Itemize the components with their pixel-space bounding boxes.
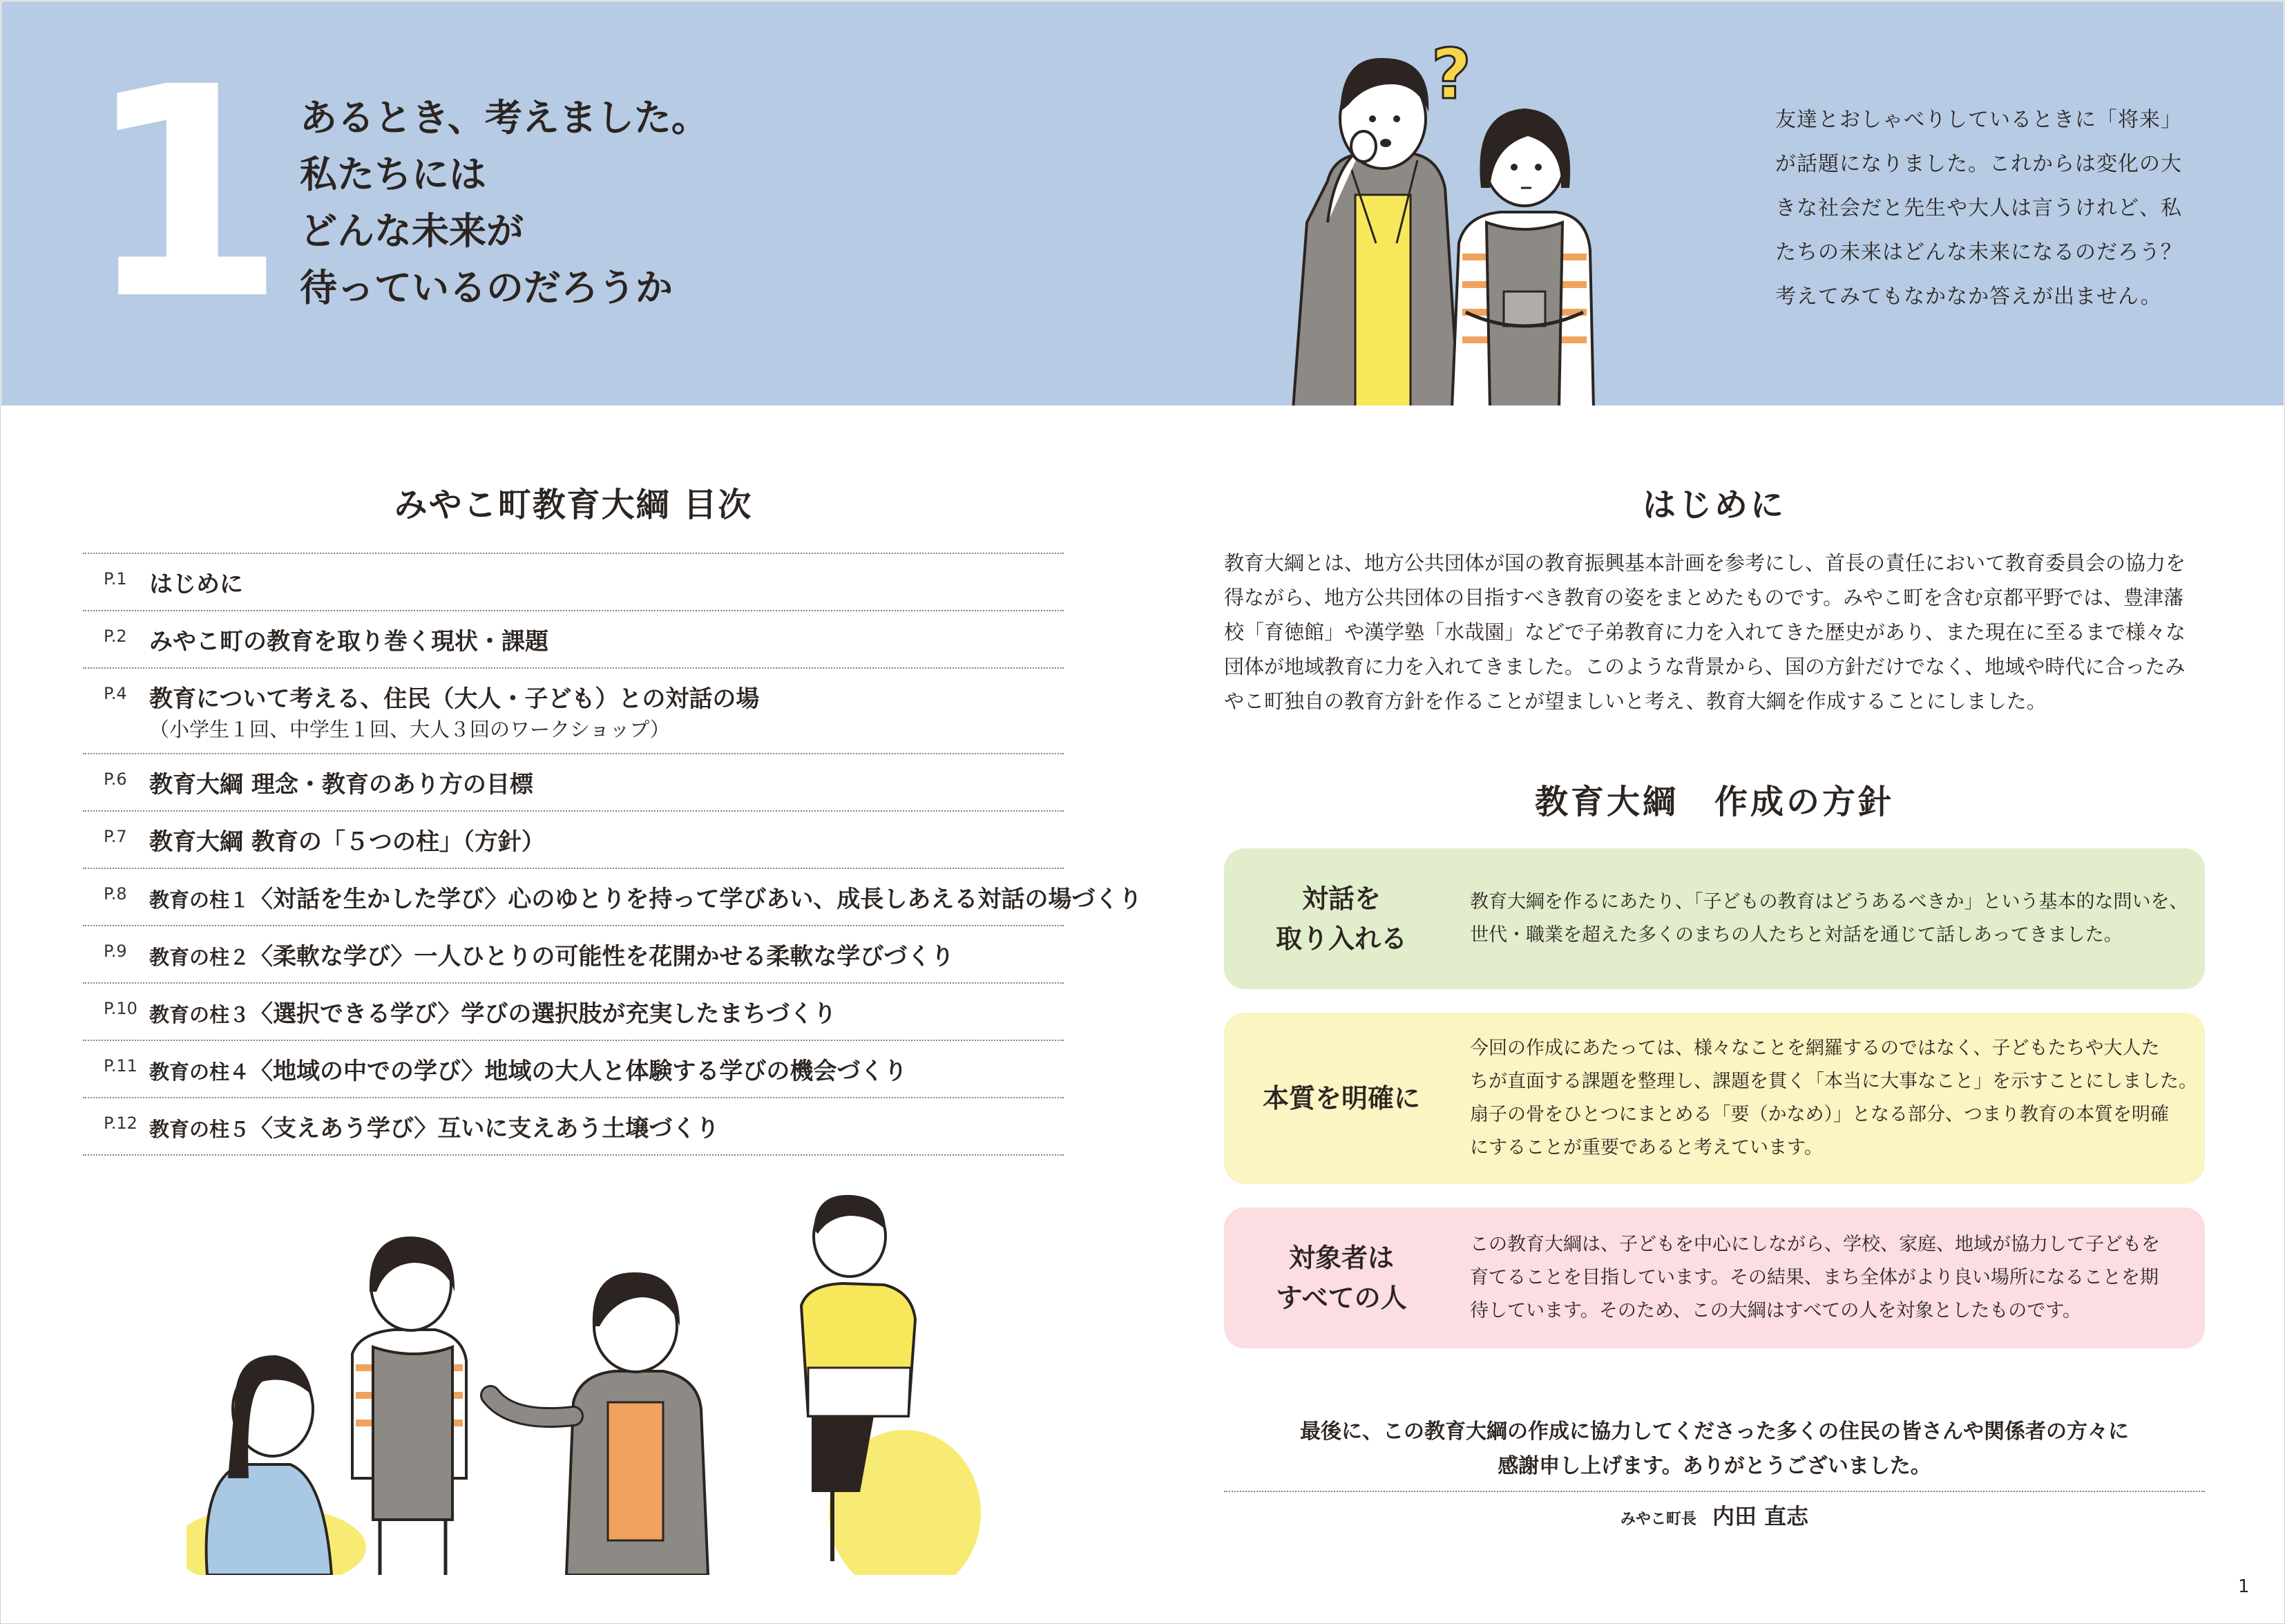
policy-card-label-line: 取り入れる: [1275, 924, 1407, 954]
header-description: [1775, 98, 2217, 319]
toc-item[interactable]: [83, 754, 1064, 812]
intro-title: はじめに: [1642, 486, 1786, 524]
policy-card-description: [1470, 1228, 2188, 1328]
policy-card-label-line: 対象者は: [1288, 1243, 1394, 1273]
intro-line: 校「育徳館」や漢学塾「水哉園」などで子弟教育に力を入れてきた歴史があり、また現在に至るまで様々な: [1224, 620, 2186, 644]
closing-divider: [1224, 1491, 2205, 1492]
toc-title: みやこ町教育大綱 目次: [394, 486, 753, 524]
toc-item-text: [149, 880, 1142, 914]
overalls-girl-figure: [352, 1236, 466, 1575]
toc-pillar-label: 教育の柱３: [149, 1003, 250, 1026]
closing-message: [1224, 1415, 2205, 1484]
intro-body: [1224, 546, 2212, 718]
girl-figure: [1452, 108, 1594, 405]
policy-card-label-line: 本質を明確に: [1262, 1083, 1420, 1114]
header-description-line: たちの未来はどんな未来になるのだろう？: [1775, 240, 2182, 265]
header-title-line: あるとき、考えました。: [300, 96, 709, 140]
toc-page-number: P.8: [104, 884, 127, 904]
closing-line: 最後に、この教育大綱の作成に協力してくださった多くの住民の皆さんや関係者の方々に: [1300, 1420, 2129, 1444]
header-title-line: 私たちには: [300, 153, 486, 196]
intro-line: 得ながら、地方公共団体の目指すべき教育の姿をまとめたものです。みやこ町を含む京都平野では、豊津藩: [1224, 586, 2184, 609]
toc-pillar-title: 〈柔軟な学び〉一人ひとりの可能性を花開かせる柔軟な学びづくり: [249, 943, 955, 971]
toc-item-text: はじめに: [149, 571, 243, 598]
toc-page-number: P.1: [104, 569, 127, 589]
page-number: 1: [2238, 1576, 2250, 1597]
toc-pillar-label: 教育の柱４: [149, 1060, 250, 1084]
toc-pillar-label: 教育の柱１: [149, 888, 250, 912]
policy-card-description-line: 世代・職業を超えた多くのまちの人たちと対話を通じて話しあってきました。: [1470, 924, 2123, 946]
toc-item[interactable]: [83, 869, 1142, 926]
toc-page-number: P.4: [104, 684, 127, 703]
toc-pillar-label: 教育の柱２: [149, 946, 250, 969]
policy-card-description: [1470, 1032, 2197, 1165]
policy-card-label: [1238, 1078, 1445, 1118]
policy-card-label: [1238, 1238, 1445, 1318]
policy-title: 教育大綱 作成の方針: [1534, 783, 1894, 821]
policy-card-label-line: すべての人: [1276, 1283, 1407, 1313]
header-title: [300, 90, 728, 316]
toc-page-number: P.7: [104, 827, 127, 846]
signature: [1224, 1499, 2205, 1531]
policy-card-label: [1238, 879, 1445, 959]
toc-page-number: P.2: [104, 627, 127, 646]
toc-item-text: [149, 1052, 907, 1086]
question-mark-icon: ?: [1431, 34, 1472, 115]
toc-item[interactable]: [83, 611, 1064, 669]
header-title-line: 待っているのだろうか: [300, 266, 673, 309]
toc-pillar-label: 教育の柱５: [149, 1118, 250, 1141]
toc-item-text: 教育について考える、住民（大人・子ども）との対話の場: [149, 685, 760, 713]
chapter-number: 1: [84, 26, 287, 363]
toc-pillar-title: 〈支えあう学び〉互いに支えあう土壌づくり: [249, 1115, 720, 1143]
toc-item[interactable]: [83, 669, 1064, 754]
toc-page-number: P.10: [104, 999, 137, 1018]
toc-item[interactable]: [83, 984, 1064, 1041]
toc-item-subtext: （小学生１回、中学生１回、大人３回のワークショップ）: [149, 718, 670, 741]
policy-card-description-line: 教育大綱を作るにあたり、「子どもの教育はどうあるべきか」という基本的な問いを、: [1470, 891, 2188, 913]
thinking-children-illustration: [1231, 15, 1645, 405]
header-description-line: きな社会だと先生や大人は言うけれど、私: [1775, 196, 2182, 220]
header-description-line: 考えてみてもなかなか答えが出ません。: [1775, 285, 2162, 309]
policy-card-essence: [1224, 1013, 2205, 1184]
toc-item[interactable]: [83, 926, 1064, 984]
toc-page-number: P.11: [104, 1056, 137, 1076]
toc-item-text: 教育大綱 教育の「５つの柱」（方針）: [149, 828, 545, 856]
signature-name: 内田 直志: [1712, 1503, 1809, 1529]
policy-card-description-line: 扇子の骨をひとつにまとめる「要（かなめ）」となる部分、つまり教育の本質を明確: [1470, 1104, 2169, 1125]
policy-card-description-line: 待しています。そのため、この大綱はすべての人を対象としたものです。: [1470, 1300, 2082, 1321]
header-band: [1, 1, 2284, 405]
closing-line: 感謝申し上げます。ありがとうございました。: [1498, 1454, 1931, 1478]
header-title-line: どんな未来が: [300, 209, 524, 253]
header-description-line: が話題になりました。これからは変化の大: [1775, 152, 2182, 176]
policy-card-description-line: にすることが重要であると考えています。: [1470, 1137, 1823, 1158]
toc-list: [83, 553, 1142, 1156]
toc-item[interactable]: [83, 812, 1064, 869]
toc-item[interactable]: [83, 1041, 1064, 1098]
policy-card-description-line: 今回の作成にあたっては、様々なことを網羅するのではなく、子どもたちや大人た: [1470, 1038, 2160, 1059]
policy-card-dialogue: [1224, 848, 2205, 989]
toc-item-text: みやこ町の教育を取り巻く現状・課題: [149, 628, 548, 656]
header-description-line: 友達とおしゃべりしているときに「将来」: [1775, 108, 2182, 132]
policy-card-description-line: この教育大綱は、子どもを中心にしながら、学校、家庭、地域が協力して子どもを: [1470, 1234, 2160, 1255]
intro-line: やこ町独自の教育方針を作ることが望ましいと考え、教育大綱を作成することにしました。: [1224, 689, 2047, 713]
policy-card-description: [1470, 886, 2188, 952]
toc-item-text: [149, 1109, 719, 1143]
toc-item-text: 教育大綱 理念・教育のあり方の目標: [149, 771, 533, 799]
toc-page-number: P.6: [104, 770, 127, 789]
toc-item[interactable]: [83, 554, 1064, 611]
intro-line: 教育大綱とは、地方公共団体が国の教育振興基本計画を参考にし、首長の責任において教育委員会の協力を: [1224, 551, 2186, 575]
toc-item-text: [149, 995, 836, 1029]
toc-pillar-title: 〈対話を生かした学び〉心のゆとりを持って学びあい、成長しあえる対話の場づくり: [249, 886, 1142, 913]
intro-line: 団体が地域教育に力を入れてきました。このような背景から、国の方針だけでなく、地域や時代に合ったみ: [1224, 655, 2186, 678]
toc-page-number: P.12: [104, 1114, 137, 1133]
signature-role: みやこ町長: [1620, 1511, 1696, 1528]
toc-item-text: [149, 937, 954, 971]
sitting-girl-figure: [207, 1355, 332, 1575]
children-talking-illustration: [187, 1188, 1071, 1575]
policy-card-everyone: [1224, 1207, 2205, 1348]
toc-item[interactable]: [83, 1098, 1064, 1156]
policy-card-label-line: 対話を: [1301, 883, 1381, 914]
toc-pillar-title: 〈選択できる学び〉学びの選択肢が充実したまちづくり: [249, 1000, 837, 1028]
policy-card-description-line: ちが直面する課題を整理し、課題を貫く「本当に大事なこと」を示すことにしました。: [1470, 1071, 2197, 1092]
toc-pillar-title: 〈地域の中での学び〉地域の大人と体験する学びの機会づくり: [249, 1058, 908, 1085]
policy-card-description-line: 育てることを目指しています。その結果、まち全体がより良い場所になることを期: [1470, 1267, 2159, 1288]
toc-page-number: P.9: [104, 942, 127, 961]
hoodie-boy-figure: [490, 1272, 708, 1575]
